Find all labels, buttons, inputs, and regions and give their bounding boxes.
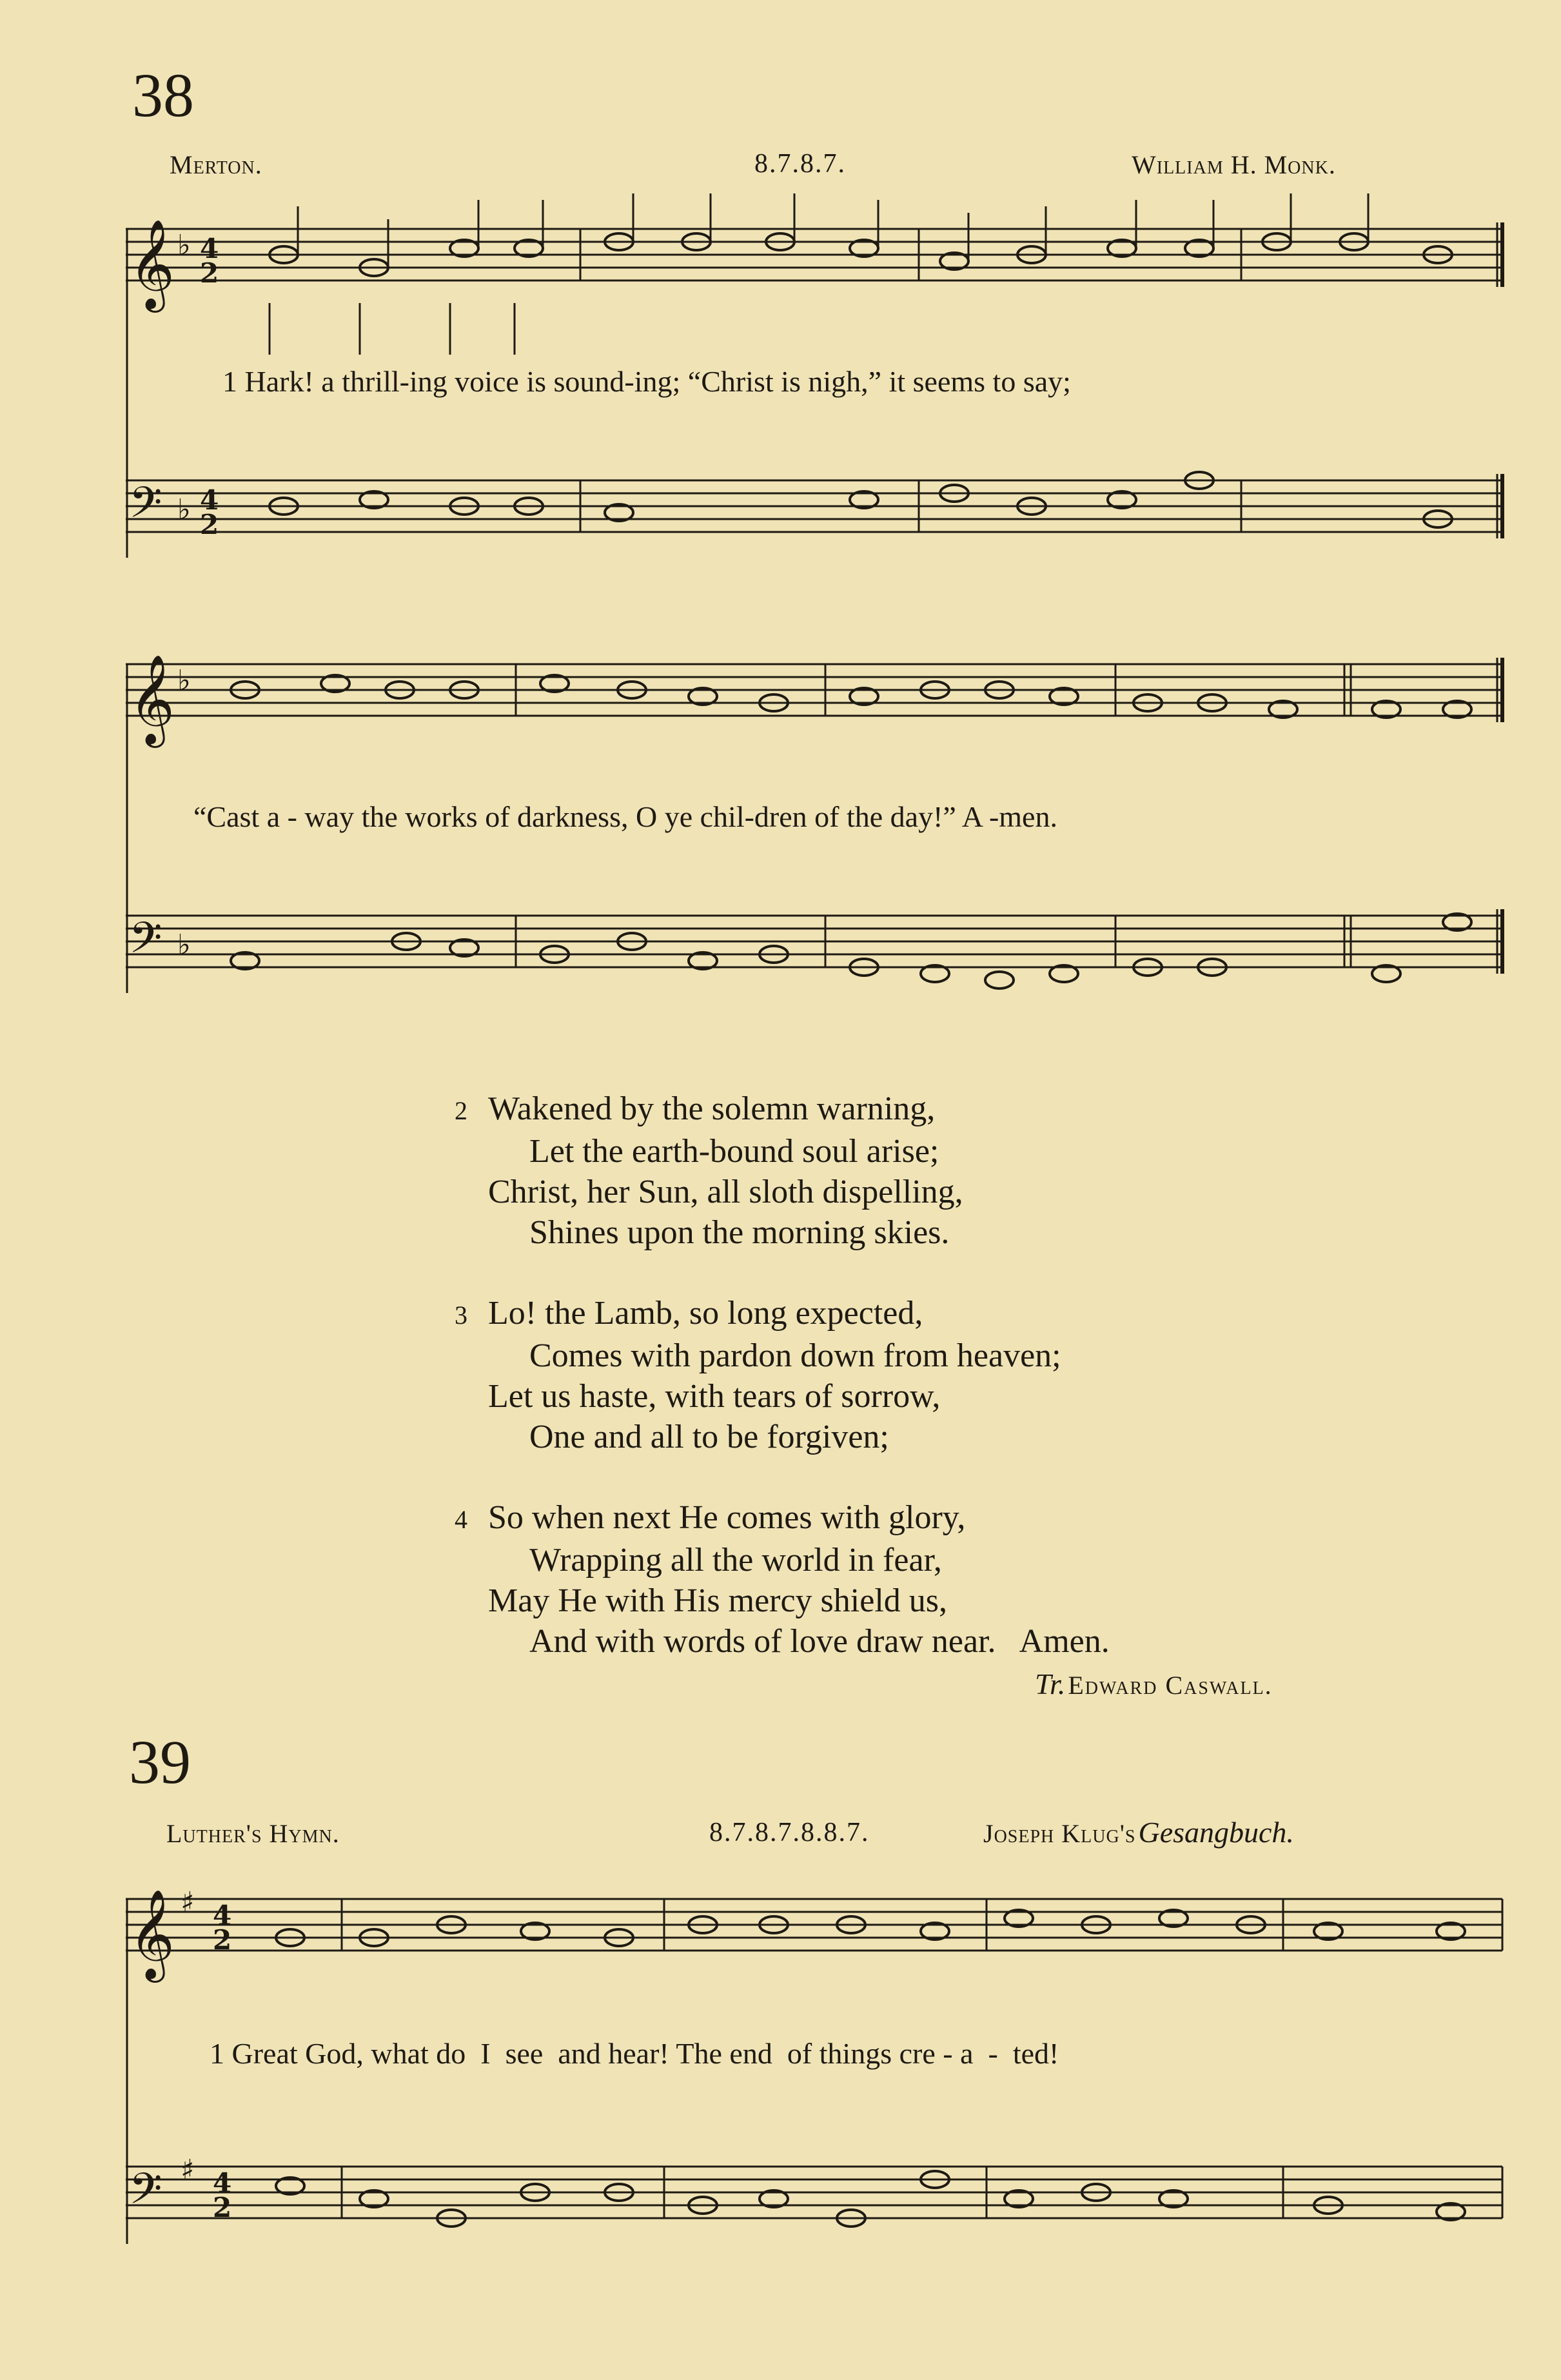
verse-line: Shines upon the morning skies. bbox=[529, 1214, 950, 1251]
verse-line: Comes with pardon down from heaven; bbox=[529, 1337, 1061, 1374]
verse-line: So when next He comes with glory, bbox=[488, 1499, 966, 1536]
verses bbox=[455, 1088, 1110, 1662]
verse-line: And with words of love draw near. Amen. bbox=[529, 1623, 1110, 1660]
svg-text:2: 2 bbox=[200, 257, 219, 289]
svg-text:♯: ♯ bbox=[181, 2154, 195, 2187]
composer bbox=[983, 1815, 1294, 1849]
translator-name: Edward Caswall. bbox=[1068, 1671, 1273, 1700]
svg-text:♭: ♭ bbox=[177, 229, 191, 262]
svg-text:𝄞: 𝄞 bbox=[129, 219, 175, 309]
composer: William H. Monk. bbox=[1132, 150, 1336, 179]
verse-number: 4 bbox=[455, 1505, 467, 1534]
composer-book: Gesangbuch. bbox=[1138, 1816, 1294, 1849]
svg-text:𝄞: 𝄞 bbox=[129, 654, 175, 744]
verse-line: Wakened by the solemn warning, bbox=[488, 1090, 936, 1127]
verse bbox=[455, 1497, 1110, 1662]
verse bbox=[455, 1293, 1110, 1457]
svg-text:♭: ♭ bbox=[177, 493, 191, 526]
tune-name: Luther's Hymn. bbox=[166, 1819, 340, 1848]
composer-prefix: Joseph Klug's bbox=[983, 1819, 1136, 1848]
staff-system-1-bass bbox=[126, 480, 1502, 532]
svg-text:♭: ♭ bbox=[177, 664, 191, 697]
verse-number: 3 bbox=[455, 1301, 467, 1330]
verse-line: Lo! the Lamb, so long expected, bbox=[488, 1295, 923, 1332]
verse-line: Let us haste, with tears of sorrow, bbox=[488, 1378, 941, 1415]
verse-line: One and all to be forgiven; bbox=[529, 1419, 889, 1455]
staff-system-3-treble bbox=[126, 1899, 1502, 1951]
verse-line: Let the earth-bound soul arise; bbox=[529, 1133, 939, 1170]
svg-text:4: 4 bbox=[213, 2167, 232, 2199]
svg-text:𝄞: 𝄞 bbox=[129, 1889, 175, 1979]
verse-line: Christ, her Sun, all sloth dispelling, bbox=[488, 1174, 963, 1210]
staff-system-2-bass bbox=[126, 916, 1502, 967]
staff-system-3-bass bbox=[126, 2167, 1502, 2218]
verse-number: 2 bbox=[455, 1096, 467, 1125]
svg-text:♭: ♭ bbox=[177, 929, 191, 961]
tune-name: Merton. bbox=[170, 150, 262, 179]
svg-text:𝄢: 𝄢 bbox=[129, 2164, 162, 2224]
svg-text:4: 4 bbox=[200, 233, 219, 264]
meter: 8.7.8.7. bbox=[754, 149, 846, 179]
staff-system-1-treble bbox=[126, 229, 1502, 280]
hymn-number: 39 bbox=[129, 1727, 191, 1796]
svg-text:♯: ♯ bbox=[181, 1886, 195, 1919]
svg-text:4: 4 bbox=[200, 484, 219, 516]
lyric-line: 1 Hark! a thrill-ing voice is sound-ing; “Christ is nigh,” it seems to say; bbox=[222, 365, 1071, 398]
translator-prefix: Tr. bbox=[1035, 1667, 1066, 1700]
lyric-line: 1 Great God, what do I see and hear! The end of things cre - a - ted! bbox=[210, 2037, 1059, 2070]
verse bbox=[455, 1088, 1110, 1253]
svg-text:2: 2 bbox=[200, 509, 219, 540]
meter: 8.7.8.7.8.8.7. bbox=[709, 1818, 870, 1847]
lyric-line: “Cast a - way the works of darkness, O ye chil-dren of the day!” A -men. bbox=[193, 800, 1057, 833]
svg-text:𝄢: 𝄢 bbox=[129, 478, 162, 538]
svg-text:4: 4 bbox=[213, 1900, 232, 1931]
translator-credit bbox=[1035, 1667, 1273, 1701]
svg-text:𝄢: 𝄢 bbox=[129, 913, 162, 973]
svg-text:2: 2 bbox=[213, 2192, 232, 2223]
verse-line: May He with His mercy shield us, bbox=[488, 1582, 948, 1619]
hymn-number: 38 bbox=[132, 61, 194, 130]
svg-text:2: 2 bbox=[213, 1924, 232, 1956]
verse-line: Wrapping all the world in fear, bbox=[529, 1542, 942, 1578]
